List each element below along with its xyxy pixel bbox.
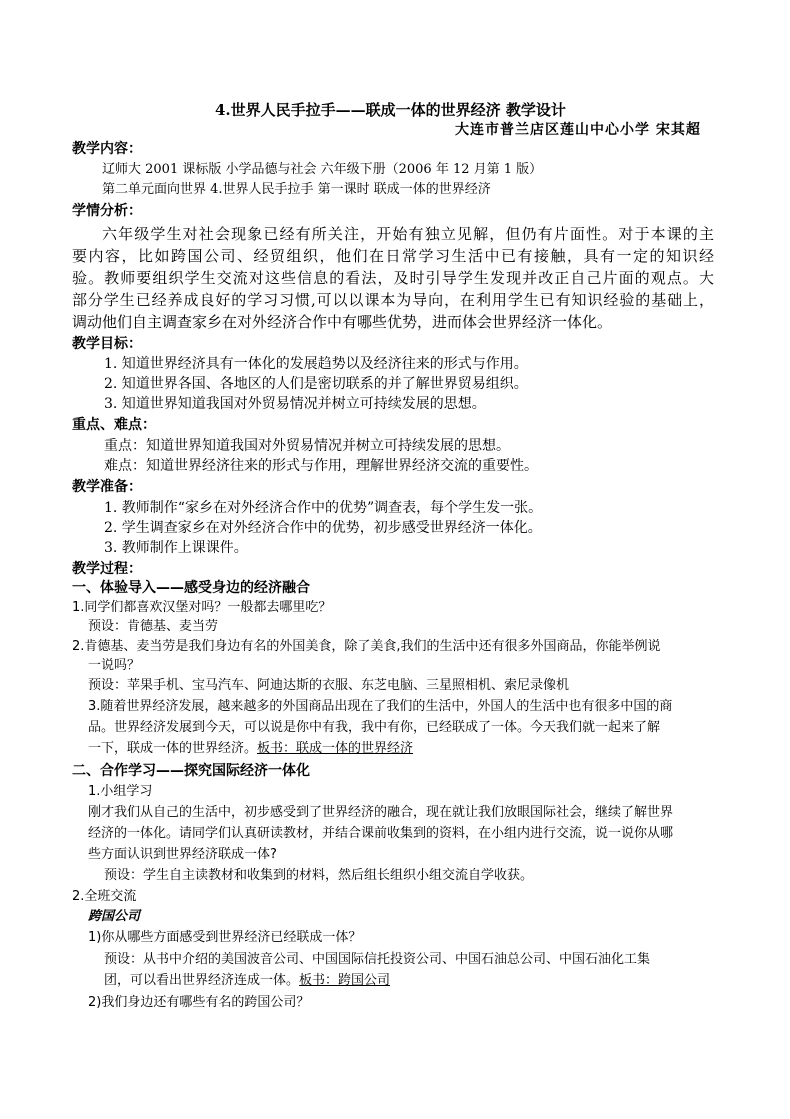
part1-paragraph-3b: 品。世界经济发展到今天，可以说是你中有我，我中有你，已经联成了一体。今天我们就一起来了解 [88,720,661,735]
goals-heading: 教学目标： [72,336,142,352]
part1-question-2b: 一说吗？ [88,658,141,673]
part2-step-1a: 刚才我们从自己的生活中，初步感受到了世界经济的融合，现在就让我们放眼国际社会，继续了解世界 [88,805,674,820]
analysis-line-5: 调动他们自主调查家乡在对外经济合作中有哪些优势，进而体会世界经济一体化。 [72,313,613,331]
part1-paragraph-3a: 3.随着世界经济发展，越来越多的外国商品出现在了我们的生活中，外国人的生活中也有很多中国的商 [88,699,673,714]
part2-step-2: 2.全班交流 [72,889,137,904]
part2-step-1d: 预设：学生自主读教材和收集到的材料，然后组长组织小组交流自学收获。 [104,868,534,883]
prep-heading: 教学准备： [72,479,142,495]
part1-question-1: 1.同学们都喜欢汉堡对吗？一般都去哪里吃？ [72,600,332,615]
part2-step-1b: 经济的一体化。请同学们认真研读教材，并结合课前收集到的资料，在小组内进行交流，说一说你从哪 [88,826,674,841]
part2-question-2: 2)我们身边还有哪些有名的跨国公司？ [88,995,310,1010]
part2-answer-1a: 预设：从书中介绍的美国波音公司、中国国际信托投资公司、中国石油总公司、中国石油化工集 [104,952,651,967]
author-line: 大连市普兰店区莲山中心小学 宋其超 [455,122,701,138]
analysis-line-3: 验。教师要组织学生交流对这些信息的看法，及时引导学生发现并改正自己片面的观点。大 [72,269,714,287]
part1-answer-1: 预设：肯德基、麦当劳 [88,619,219,634]
board-note-2: 板书：跨国公司 [299,973,391,988]
part2-step-1: 1.小组学习 [88,784,153,799]
part1-paragraph-3c [88,739,413,759]
goal-item-2: 2. 知道世界各国、各地区的人们是密切联系的并了解世界贸易组织。 [104,376,528,392]
part2-heading: 二、合作学习——探究国际经济一体化 [72,763,310,779]
content-heading: 教学内容： [72,141,142,157]
content-line-2: 第二单元面向世界 4.世界人民手拉手 第一课时 联成一体的世界经济 [102,182,491,197]
keypoints-heading: 重点、难点： [72,417,156,433]
analysis-line-4: 部分学生已经养成良好的学习习惯,可以以课本为导向，在利用学生已有知识经验的基础上， [72,291,714,309]
analysis-line-1: 六年级学生对社会现象已经有所关注，开始有独立见解，但仍有片面性。对于本课的主 [102,225,714,243]
process-heading: 教学过程： [72,561,142,577]
analysis-heading: 学情分析： [72,203,142,219]
difficult-point: 难点：知道世界经济往来的形式与作用，理解世界经济交流的重要性。 [104,458,538,474]
part2-step-1c: 些方面认识到世界经济联成一体? [88,847,277,862]
prep-item-2: 2. 学生调查家乡在对外经济合作中的优势，初步感受世界经济一体化。 [104,520,542,536]
key-point: 重点：知道世界知道我国对外贸易情况并树立可持续发展的思想。 [104,438,510,454]
analysis-line-2: 要内容，比如跨国公司、经贸组织，他们在日常学习生活中已有接触，具有一定的知识经 [72,247,714,265]
document-title: 4.世界人民手拉手——联成一体的世界经济 教学设计 [215,101,566,119]
prep-item-1: 1. 教师制作“家乡在对外经济合作中的优势”调查表，每个学生发一张。 [104,500,543,516]
board-note-1: 板书：联成一体的世界经济 [257,741,414,756]
paragraph-3c-text: 一下，联成一体的世界经济。 [88,741,258,756]
answer-1b-text: 团，可以看出世界经济连成一体。 [104,973,300,988]
goal-item-3: 3. 知道世界知道我国对外贸易情况并树立可持续发展的思想。 [104,396,486,412]
subheading-multinational: 跨国公司 [88,909,141,924]
part2-answer-1b [104,971,390,991]
part1-question-2a: 2.肯德基、麦当劳是我们身边有名的外国美食，除了美食,我们的生活中还有很多外国商品，你能举例说 [72,639,661,654]
part1-heading: 一、体验导入——感受身边的经济融合 [72,580,310,596]
content-line-1: 辽师大 2001 课标版 小学品德与社会 六年级下册（2006 年 12 月第 1 版） [102,162,543,177]
part1-answer-2: 预设：苹果手机、宝马汽车、阿迪达斯的衣服、东芝电脑、三星照相机、索尼录像机 [88,678,570,693]
part2-question-1: 1)你从哪些方面感受到世界经济已经联成一体？ [88,930,362,945]
goal-item-1: 1. 知道世界经济具有一体化的发展趋势以及经济往来的形式与作用。 [104,356,528,372]
prep-item-3: 3. 教师制作上课课件。 [104,540,248,556]
